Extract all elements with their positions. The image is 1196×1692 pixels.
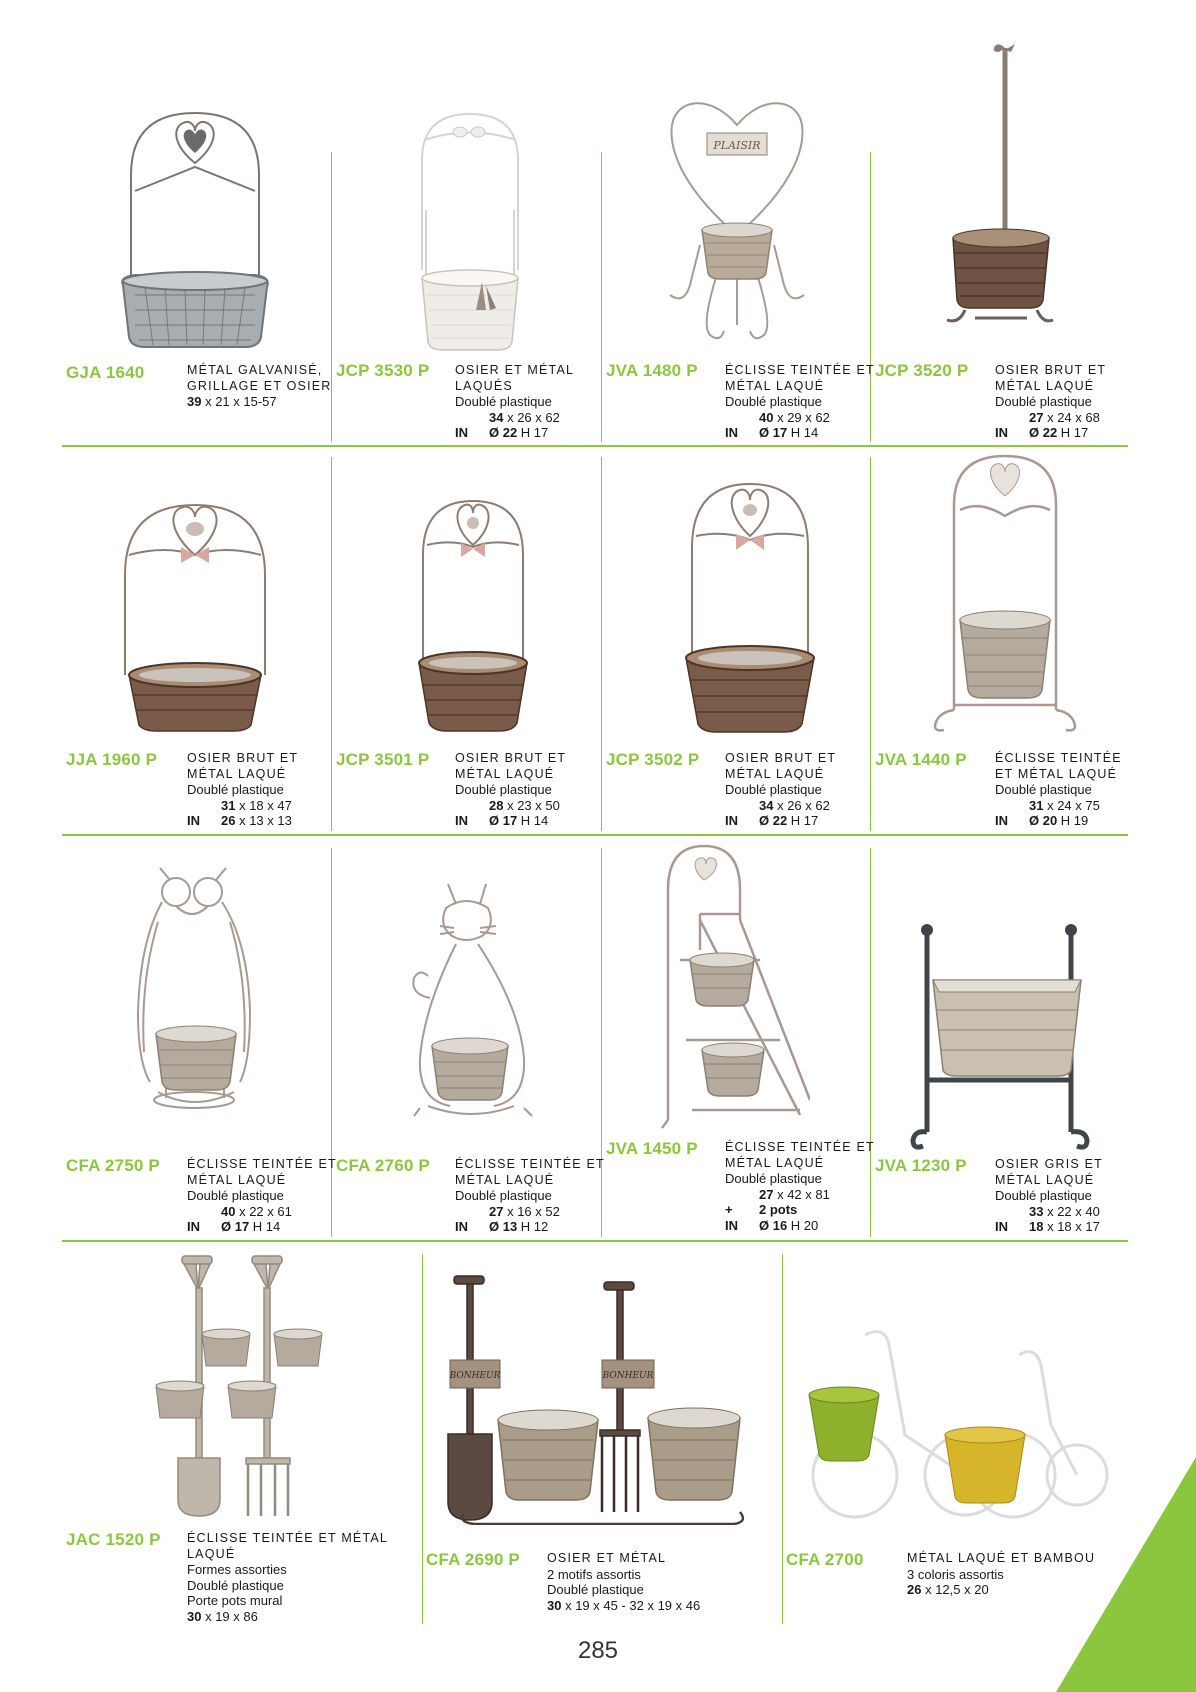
product-code: JVA 1440 P: [875, 750, 967, 769]
product-code: JCP 3501 P: [336, 750, 430, 769]
material-line: ÉCLISSE TEINTÉE ET: [455, 1157, 605, 1171]
column-divider: [422, 1254, 423, 1624]
material-line: MÉTAL LAQUÉ: [725, 766, 825, 781]
material-line: ÉCLISSE TEINTÉE ET: [725, 363, 875, 377]
product-description: [995, 1157, 1103, 1235]
product-code: JAC 1520 P: [66, 1530, 161, 1549]
dimensions: 27 x 42 x 81: [759, 1186, 830, 1202]
product-code: CFA 2690 P: [426, 1550, 520, 1569]
product-description: [187, 1531, 388, 1624]
product-code: JCP 3520 P: [875, 361, 969, 380]
lining-line: Doublé plastique: [995, 782, 1092, 797]
product-image-jcp3501p: [413, 495, 533, 735]
material-line: MÉTAL LAQUÉ ET BAMBOU: [907, 1551, 1096, 1565]
product-image-jac1520p: [150, 1250, 330, 1520]
inner-dimensions: IN Ø 17 H 14: [187, 1219, 281, 1234]
product-image-cfa2760p: [410, 878, 540, 1118]
dimensions: 30 x 19 x 45 - 32 x 19 x 46: [547, 1597, 701, 1613]
product-image-jja1960p: [115, 495, 275, 735]
material-line: OSIER BRUT ET: [995, 363, 1107, 377]
row-divider: [62, 1240, 1128, 1242]
lining-line: Doublé plastique: [995, 1188, 1092, 1203]
product-description: [455, 1157, 605, 1235]
product-code: JCP 3530 P: [336, 361, 430, 380]
bonheur-sign: BONHEUR: [449, 1371, 501, 1381]
lining-line: Doublé plastique: [187, 1188, 284, 1203]
lining-line: Doublé plastique: [995, 394, 1092, 409]
column-divider: [601, 457, 602, 831]
dimensions: 40 x 22 x 61: [221, 1203, 292, 1219]
product-code: GJA 1640: [66, 363, 145, 382]
material-line: GRILLAGE ET OSIER: [187, 378, 332, 393]
lining-line: Doublé plastique: [725, 1171, 822, 1186]
material-line: MÉTAL LAQUÉ: [725, 378, 825, 393]
product-description: [995, 751, 1122, 829]
product-image-jcp3502p: [680, 478, 820, 736]
material-line: MÉTAL LAQUÉ: [995, 1172, 1095, 1187]
plaisir-sign: PLAISIR: [713, 139, 761, 152]
product-description: [187, 363, 332, 410]
material-line: ÉCLISSE TEINTÉE: [995, 751, 1122, 765]
product-code: JVA 1450 P: [606, 1139, 698, 1158]
product-code: CFA 2760 P: [336, 1156, 430, 1175]
product-image-jva1480p: [660, 95, 815, 350]
material-line: ÉCLISSE TEINTÉE ET: [187, 1157, 337, 1171]
product-code: CFA 2750 P: [66, 1156, 160, 1175]
dimensions: 34 x 26 x 62: [759, 797, 830, 813]
inner-dimensions: IN Ø 13 H 12: [455, 1219, 549, 1234]
product-image-cfa2690p: [444, 1270, 754, 1525]
product-description: [725, 363, 875, 441]
dimensions: 26 x 12,5 x 20: [907, 1582, 989, 1597]
product-code: CFA 2700: [786, 1550, 864, 1569]
product-image-cfa2750p: [130, 862, 260, 1112]
dimensions: 30 x 19 x 86: [187, 1608, 258, 1624]
inner-dimensions: IN Ø 17 H 14: [455, 813, 549, 828]
product-code: JVA 1480 P: [606, 361, 698, 380]
dimensions: 31 x 24 x 75: [1029, 797, 1100, 813]
column-divider: [782, 1254, 783, 1624]
product-description: [725, 1140, 875, 1233]
material-line: MÉTAL GALVANISÉ,: [187, 363, 323, 377]
inner-dimensions: IN Ø 22 H 17: [725, 813, 819, 828]
product-image-jcp3530p: [400, 110, 540, 355]
product-image-jva1450p: [660, 840, 810, 1130]
column-divider: [601, 152, 602, 442]
pots-count: + 2 pots: [725, 1202, 798, 1217]
product-description: [455, 751, 566, 829]
bonheur-sign: BONHEUR: [602, 1371, 654, 1381]
inner-dimensions: IN 26 x 13 x 13: [187, 813, 292, 828]
material-line: OSIER BRUT ET: [455, 751, 567, 765]
lining-line: Doublé plastique: [455, 782, 552, 797]
lining-line: Doublé plastique: [187, 1577, 284, 1593]
material-line: ET MÉTAL LAQUÉ: [995, 766, 1118, 781]
product-code: JCP 3502 P: [606, 750, 700, 769]
info-line: Formes assorties: [187, 1562, 287, 1577]
product-code: JJA 1960 P: [66, 750, 158, 769]
inner-dimensions: IN Ø 22 H 17: [455, 425, 549, 440]
dimensions: 34 x 26 x 62: [489, 409, 560, 425]
column-divider: [331, 457, 332, 831]
material-line: OSIER BRUT ET: [725, 751, 837, 765]
material-line: MÉTAL LAQUÉ: [995, 378, 1095, 393]
dimensions: 33 x 22 x 40: [1029, 1203, 1100, 1219]
info-line: Porte pots mural: [187, 1593, 283, 1608]
dimensions: 40 x 29 x 62: [759, 409, 830, 425]
material-line: OSIER BRUT ET: [187, 751, 299, 765]
lining-line: Doublé plastique: [187, 782, 284, 797]
product-image-jva1440p: [930, 450, 1080, 740]
row-divider: [62, 445, 1128, 447]
corner-triangle-decoration: [1056, 1457, 1196, 1692]
material-line: LAQUÉS: [455, 378, 513, 393]
material-line: MÉTAL LAQUÉ: [187, 1172, 287, 1187]
product-image-gja1640: [115, 105, 275, 355]
product-description: [725, 751, 836, 829]
column-divider: [870, 457, 871, 831]
material-line: ÉCLISSE TEINTÉE ET MÉTAL: [187, 1531, 389, 1545]
material-line: OSIER GRIS ET: [995, 1157, 1103, 1171]
product-description: [995, 363, 1106, 441]
product-description: [187, 1157, 337, 1235]
info-line: 3 coloris assortis: [907, 1566, 1004, 1582]
material-line: ÉCLISSE TEINTÉE ET: [725, 1140, 875, 1154]
product-description: [547, 1551, 700, 1613]
lining-line: Doublé plastique: [455, 394, 552, 409]
material-line: MÉTAL LAQUÉ: [455, 766, 555, 781]
dimensions: 31 x 18 x 47: [221, 797, 292, 813]
info-line: 2 motifs assortis: [547, 1566, 641, 1582]
lining-line: Doublé plastique: [455, 1188, 552, 1203]
inner-dimensions: IN Ø 16 H 20: [725, 1217, 819, 1233]
lining-line: Doublé plastique: [547, 1582, 644, 1597]
material-line: OSIER ET MÉTAL: [455, 363, 575, 377]
dimensions: 28 x 23 x 50: [489, 797, 560, 813]
material-line: LAQUÉ: [187, 1546, 236, 1561]
material-line: MÉTAL LAQUÉ: [455, 1172, 555, 1187]
product-description: [455, 363, 574, 441]
inner-dimensions: IN Ø 17 H 14: [725, 425, 819, 440]
dimensions: 39 x 21 x 15-57: [187, 394, 277, 409]
material-line: OSIER ET MÉTAL: [547, 1551, 667, 1565]
lining-line: Doublé plastique: [725, 394, 822, 409]
product-image-jva1230p: [905, 920, 1095, 1150]
inner-dimensions: IN Ø 22 H 17: [995, 425, 1089, 440]
dimensions: 27 x 16 x 52: [489, 1203, 560, 1219]
inner-dimensions: IN 18 x 18 x 17: [995, 1219, 1100, 1234]
page-number: 285: [577, 1637, 619, 1664]
material-line: MÉTAL LAQUÉ: [725, 1155, 825, 1170]
product-description: [187, 751, 298, 829]
inner-dimensions: IN Ø 20 H 19: [995, 813, 1089, 828]
product-image-jcp3520p: [945, 38, 1055, 338]
material-line: MÉTAL LAQUÉ: [187, 766, 287, 781]
product-code: JVA 1230 P: [875, 1156, 967, 1175]
row-divider: [62, 834, 1128, 836]
lining-line: Doublé plastique: [725, 782, 822, 797]
dimensions: 27 x 24 x 68: [1029, 409, 1100, 425]
